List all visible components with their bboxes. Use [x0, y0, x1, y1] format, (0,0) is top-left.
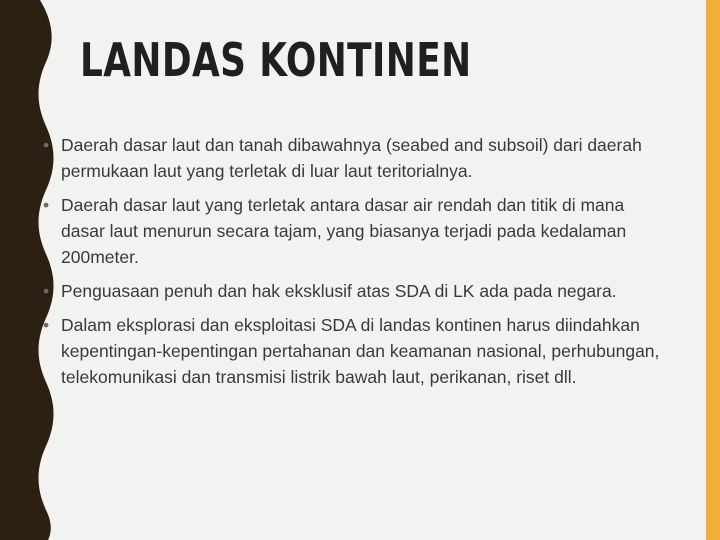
- bullet-list: [40, 132, 660, 398]
- bullet-dot-icon: •: [43, 135, 50, 155]
- bullet-dot-icon: •: [43, 315, 50, 335]
- bullet-text: Daerah dasar laut dan tanah dibawahnya (seabed and subsoil) dari daerah permukaan laut yang terletak di luar laut teritorialnya.: [61, 135, 642, 181]
- right-accent-bar: [706, 0, 720, 540]
- bullet-text: Dalam eksplorasi dan eksploitasi SDA di landas kontinen harus diindahkan kepentingan-kepentingan pertahanan dan keamanan nasional, perhubungan, telekomunikasi dan transmisi listrik bawah laut, perikanan, riset dll.: [61, 315, 660, 387]
- bullet-item: [40, 312, 660, 390]
- bullet-dot-icon: •: [43, 281, 50, 301]
- bullet-dot-icon: •: [43, 195, 50, 215]
- bullet-item: [40, 278, 660, 304]
- bullet-text: Daerah dasar laut yang terletak antara dasar air rendah dan titik di mana dasar laut menurun secara tajam, yang biasanya terjadi pada kedalaman 200meter.: [61, 195, 627, 267]
- bullet-item: [40, 192, 660, 270]
- slide-title: LANDAS KONTINEN: [80, 33, 472, 87]
- bullet-item: [40, 132, 660, 184]
- bullet-text: Penguasaan penuh dan hak eksklusif atas SDA di LK ada pada negara.: [61, 281, 617, 301]
